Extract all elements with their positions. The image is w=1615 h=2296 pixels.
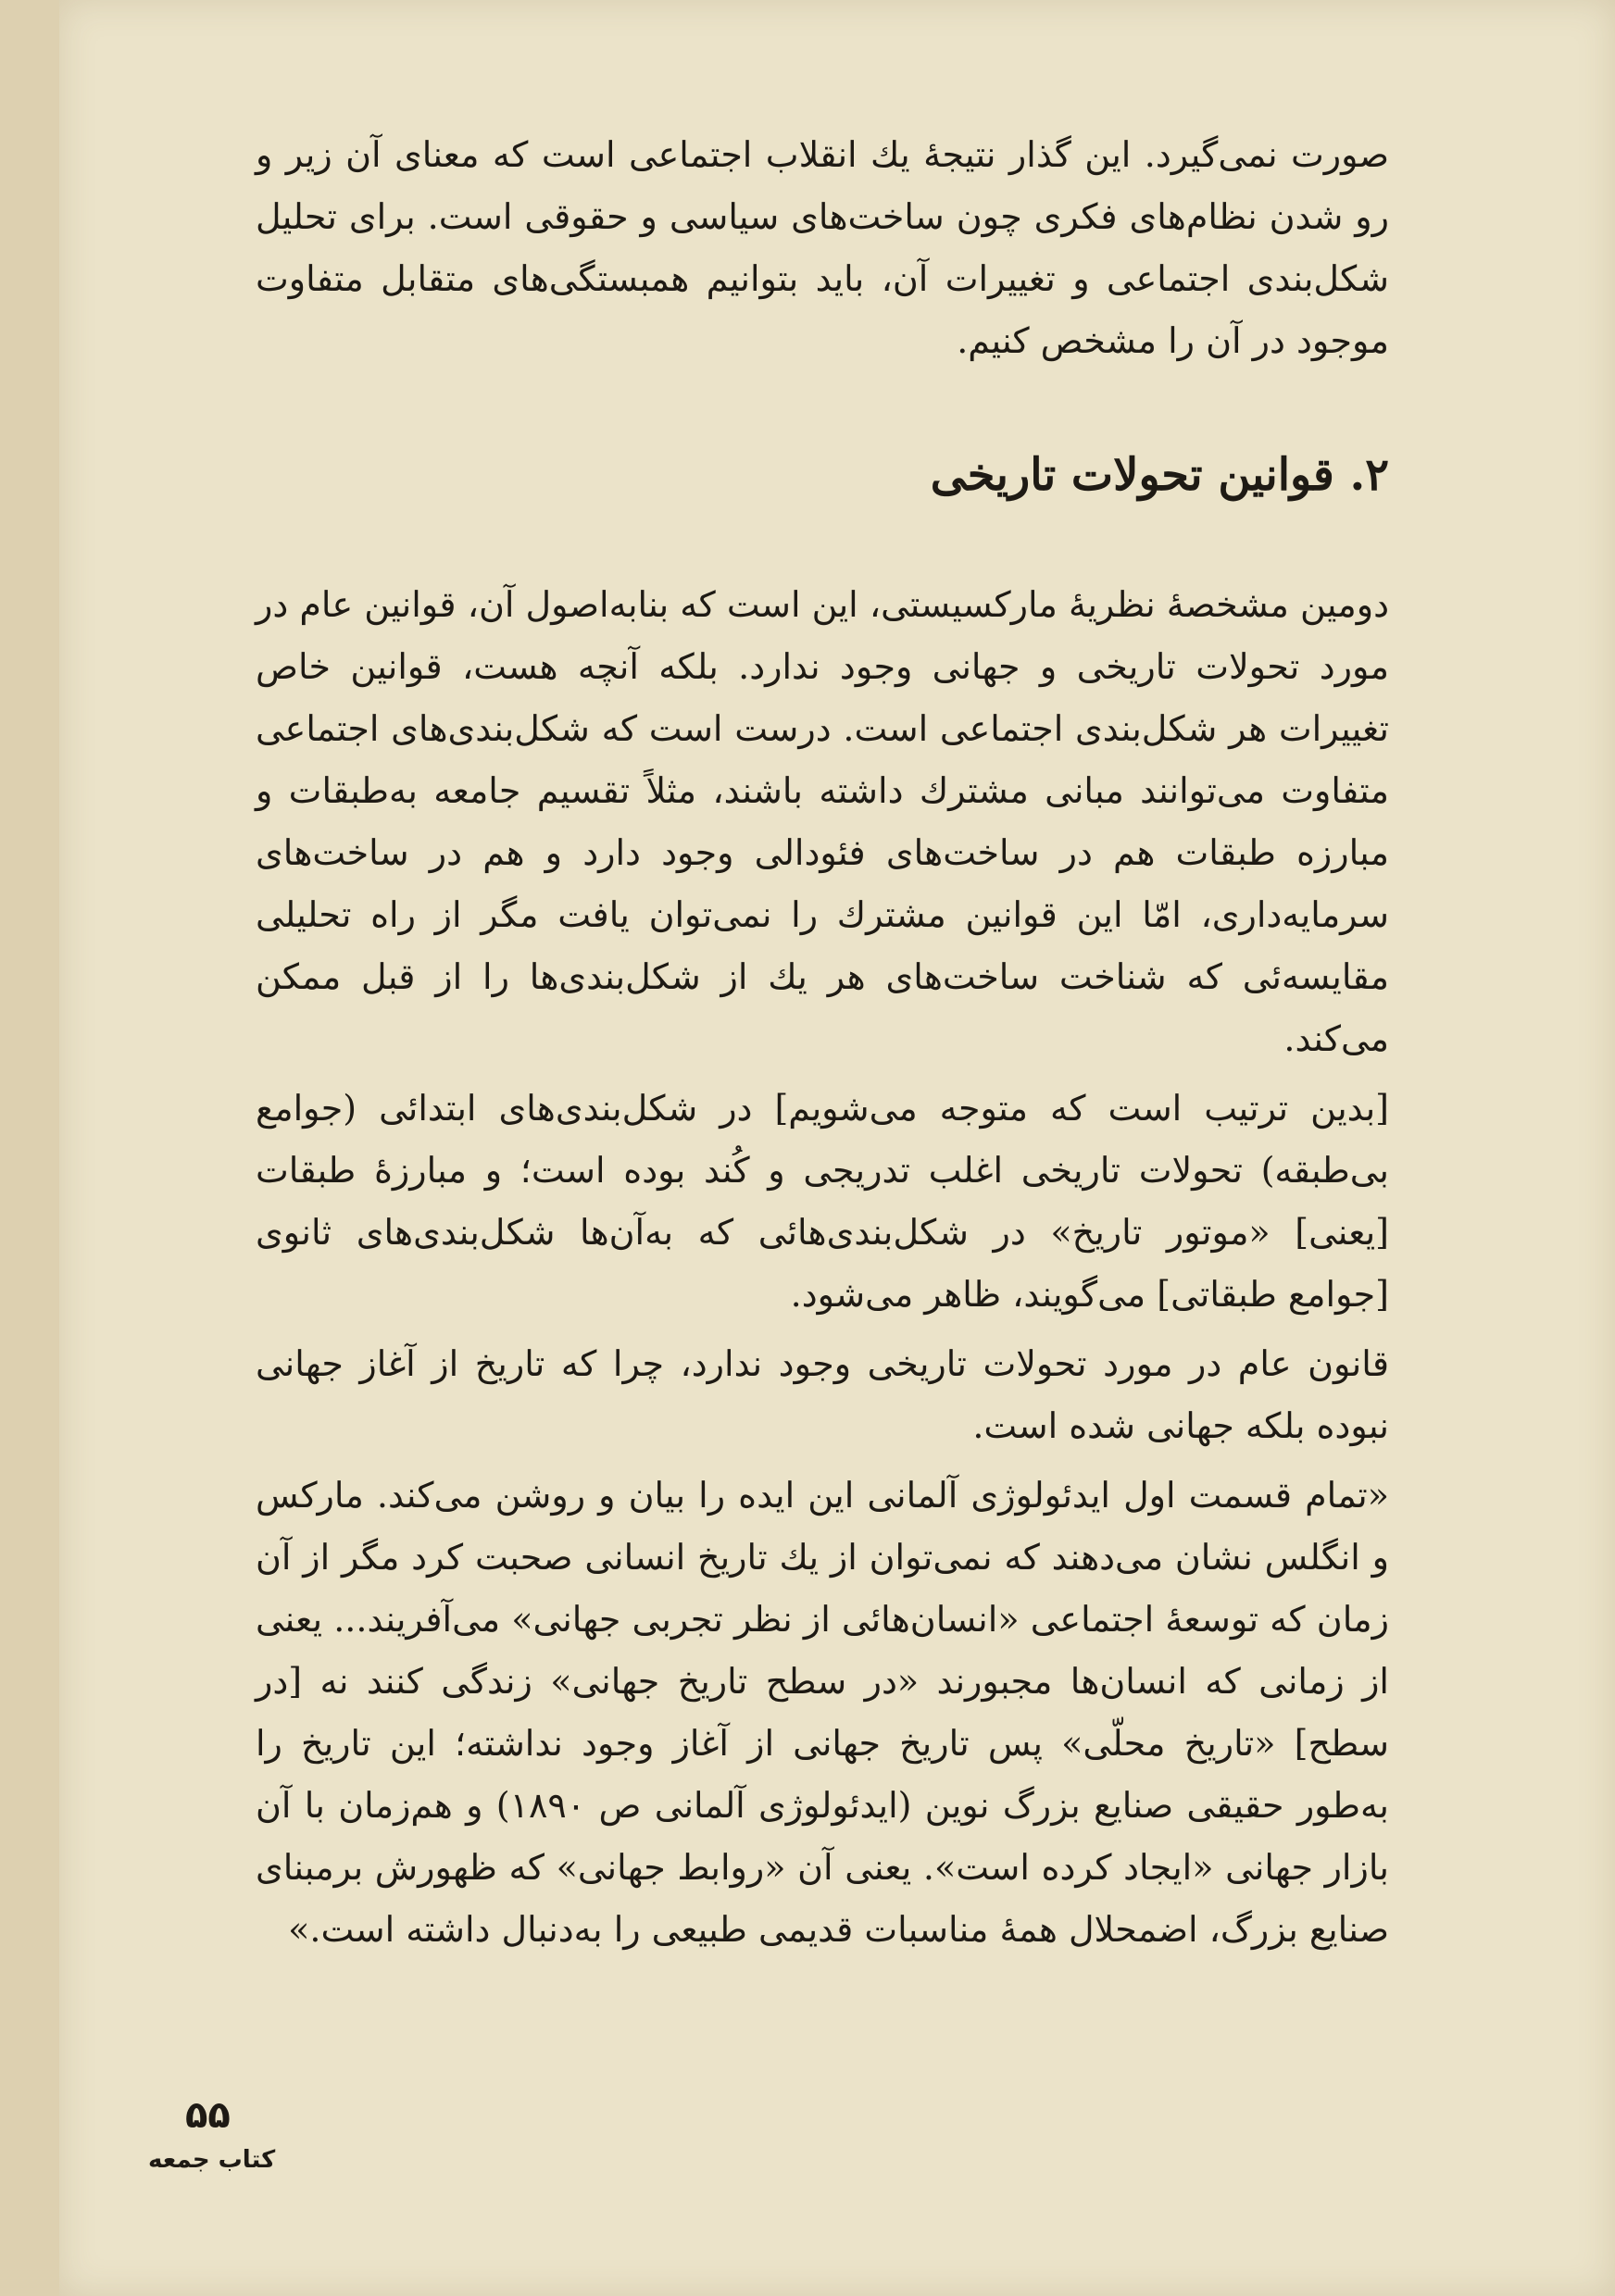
paragraph: صورت نمی‌گیرد. این گذار نتیجهٔ یك انقلاب اجتماعی است که معنای آن زیر و رو شدن نظام‌های فکری چون ساخت‌های سیاسی و حقوقی است. برای تحلیل شکل‌بندی اجتماعی و تغییرات آن، باید بتوانیم همبستگی‌های متقابل متفاوت موجود در آن را مشخص کنیم. <box>256 134 1389 361</box>
paragraph: قانون عام در مورد تحولات تاریخی وجود ندارد، چرا که تاریخ از آغاز جهانی نبوده بلکه جهانی شده است. <box>256 1343 1389 1446</box>
paragraph: «تمام قسمت اول ایدئولوژی آلمانی این ایده را بیان و روشن می‌کند. مارکس و انگلس نشان می‌دهند که نمی‌توان از یك تاریخ انسانی صحبت کرد مگر از آن زمان که توسعهٔ اجتماعی «انسان‌هائی از نظر تجربی جهانی» می‌آفریند... یعنی از زمانی که انسان‌ها مجبورند «در سطح تاریخ جهانی» زندگی کنند نه [در سطح] «تاریخ محلّی» پس تاریخ جهانی از آغاز وجود نداشته؛ این تاریخ را به‌طور حقیقی صنایع بزرگ نوین (ایدئولوژی آلمانی ص ۱۸۹۰) و هم‌زمان با آن بازار جهانی «ایجاد کرده است». یعنی آن «روابط جهانی» که ظهورش برمبنای صنایع بزرگ، اضمحلال همهٔ مناسبات قدیمی طبیعی را به‌دنبال داشته است.» <box>256 1475 1389 1950</box>
paragraph: [بدین ترتیب است که متوجه می‌شویم] در شکل‌بندی‌های ابتدائی (جوامع بی‌طبقه) تحولات تاریخی اغلب تدریجی و کُند بوده است؛ و مبارزهٔ طبقات [یعنی] «موتور تاریخ» در شکل‌بندی‌هائی که به‌آن‌ها شکل‌بندی‌های ثانوی [جوامع طبقاتی] می‌گویند، ظاهر می‌شود. <box>256 1088 1389 1315</box>
section-heading: ۲. قوانین تحولات تاریخی <box>930 449 1389 501</box>
paragraph: دومین مشخصهٔ نظریهٔ مارکسیستی، این است که بنابه‌اصول آن، قوانین عام در مورد تحولات تاریخی و جهانی وجود ندارد. بلکه آنچه هست، قوانین خاص تغییرات هر شکل‌بندی اجتماعی است. درست است که شکل‌بندی‌های اجتماعی متفاوت می‌توانند مبانی مشترك داشته باشند، مثلاً تقسیم جامعه به‌طبقات و مبارزه طبقات هم در ساخت‌های فئودالی وجود دارد و هم در ساخت‌های سرمایه‌داری، امّا این قوانین مشترك را نمی‌توان یافت مگر از راه تحلیلی مقایسه‌ئی که شناخت ساخت‌های هر یك از شکل‌بندی‌ها را از قبل ممکن می‌کند. <box>256 584 1389 1059</box>
page-number: ۵۵ <box>185 2094 231 2137</box>
body-paragraphs <box>256 574 1389 1961</box>
journal-name: کتاب جمعه <box>148 2146 276 2174</box>
intro-paragraphs <box>256 124 1389 372</box>
